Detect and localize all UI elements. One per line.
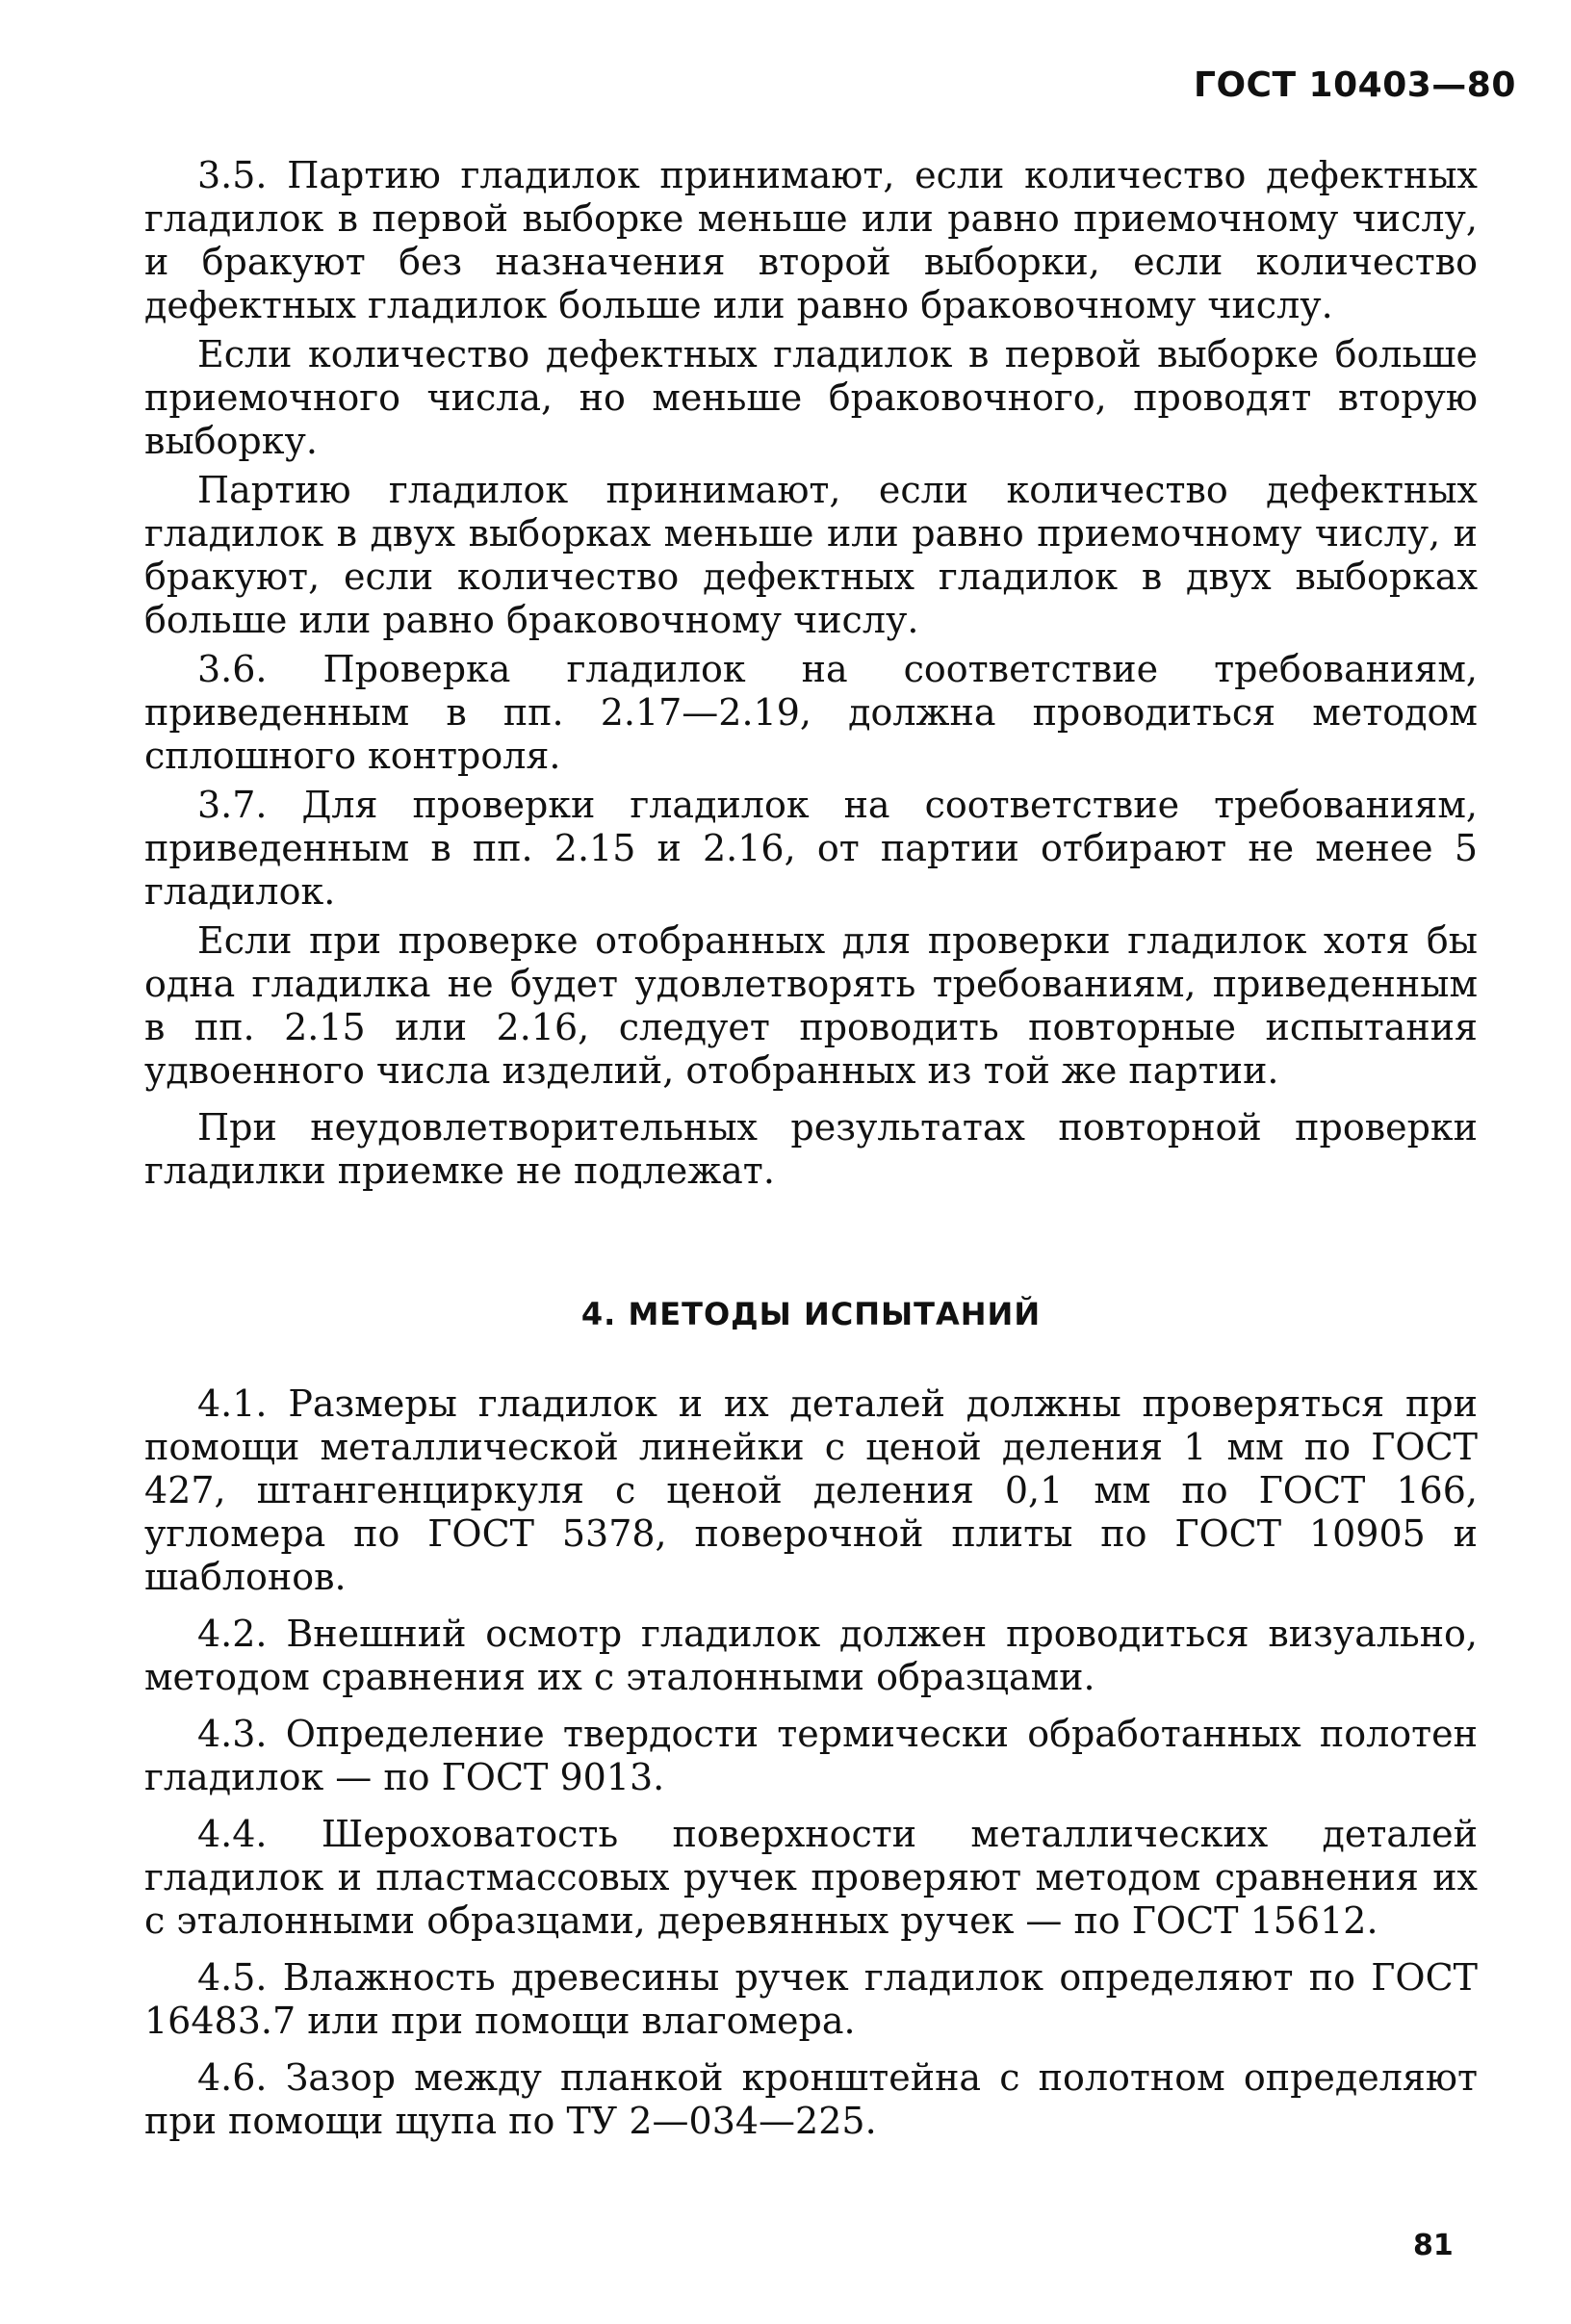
- paragraph-4-5: 4.5. Влажность древесины ручек гладилок определяют по ГОСТ 16483.7 или при помощи влагомера.: [144, 1956, 1478, 2042]
- paragraph-3-6: 3.6. Проверка гладилок на соответствие требованиям, приведенным в пп. 2.17—2.19, должна проводиться методом сплошного контроля.: [144, 648, 1478, 777]
- paragraph-4-4: 4.4. Шероховатость поверхности металлических деталей гладилок и пластмассовых ручек проверяют методом сравнения их с эталонными образцами, деревянных ручек — по ГОСТ 15612.: [144, 1813, 1478, 1942]
- paragraph-3-7-rejection: При неудовлетворительных результатах повторной проверки гладилки приемке не подлежат.: [144, 1106, 1478, 1192]
- page-number: 81: [1413, 2229, 1454, 2262]
- paragraph-3-5: 3.5. Партию гладилок принимают, если количество дефектных гладилок в первой выборке меньше или равно приемочному числу, и бракуют без назначения второй выборки, если количество дефектных гладилок больше или равно браковочному числу.: [144, 154, 1478, 326]
- section-4-test-methods: [144, 1293, 1478, 2143]
- section-3-acceptance: [144, 154, 1478, 1193]
- section-4-title: 4. МЕТОДЫ ИСПЫТАНИЙ: [580, 1296, 1042, 1332]
- paragraph-3-5-second-sample: Если количество дефектных гладилок в первой выборке больше приемочного числа, но меньше браковочного, проводят вторую выборку.: [144, 333, 1478, 462]
- paragraph-3-5-two-samples: Партию гладилок принимают, если количество дефектных гладилок в двух выборках меньше или равно приемочному числу, и бракуют, если количество дефектных гладилок в двух выборках больше или равно браковочному числу.: [144, 469, 1478, 641]
- paragraph-3-7: 3.7. Для проверки гладилок на соответствие требованиям, приведенным в пп. 2.15 и 2.16, от партии отбирают не менее 5 гладилок.: [144, 784, 1478, 913]
- paragraph-4-2: 4.2. Внешний осмотр гладилок должен проводиться визуально, методом сравнения их с эталонными образцами.: [144, 1613, 1478, 1698]
- paragraph-3-7-retest: Если при проверке отобранных для проверки гладилок хотя бы одна гладилка не будет удовлетворять требованиям, приведенным в пп. 2.15 или 2.16, следует проводить повторные испытания удвоенного числа изделий, отобранных из той же партии.: [144, 919, 1478, 1092]
- document-code-header: ГОСТ 10403—80: [1194, 65, 1516, 105]
- document-body: [144, 154, 1478, 2149]
- paragraph-4-1: 4.1. Размеры гладилок и их деталей должны проверяться при помощи металлической линейки с ценой деления 1 мм по ГОСТ 427, штангенциркуля с ценой деления 0,1 мм по ГОСТ 166, угломера по ГОСТ 5378, поверочной плиты по ГОСТ 10905 и шаблонов.: [144, 1382, 1478, 1598]
- paragraph-4-3: 4.3. Определение твердости термически обработанных полотен гладилок — по ГОСТ 9013.: [144, 1713, 1478, 1798]
- paragraph-4-6: 4.6. Зазор между планкой кронштейна с полотном определяют при помощи щупа по ТУ 2—034—225.: [144, 2056, 1478, 2142]
